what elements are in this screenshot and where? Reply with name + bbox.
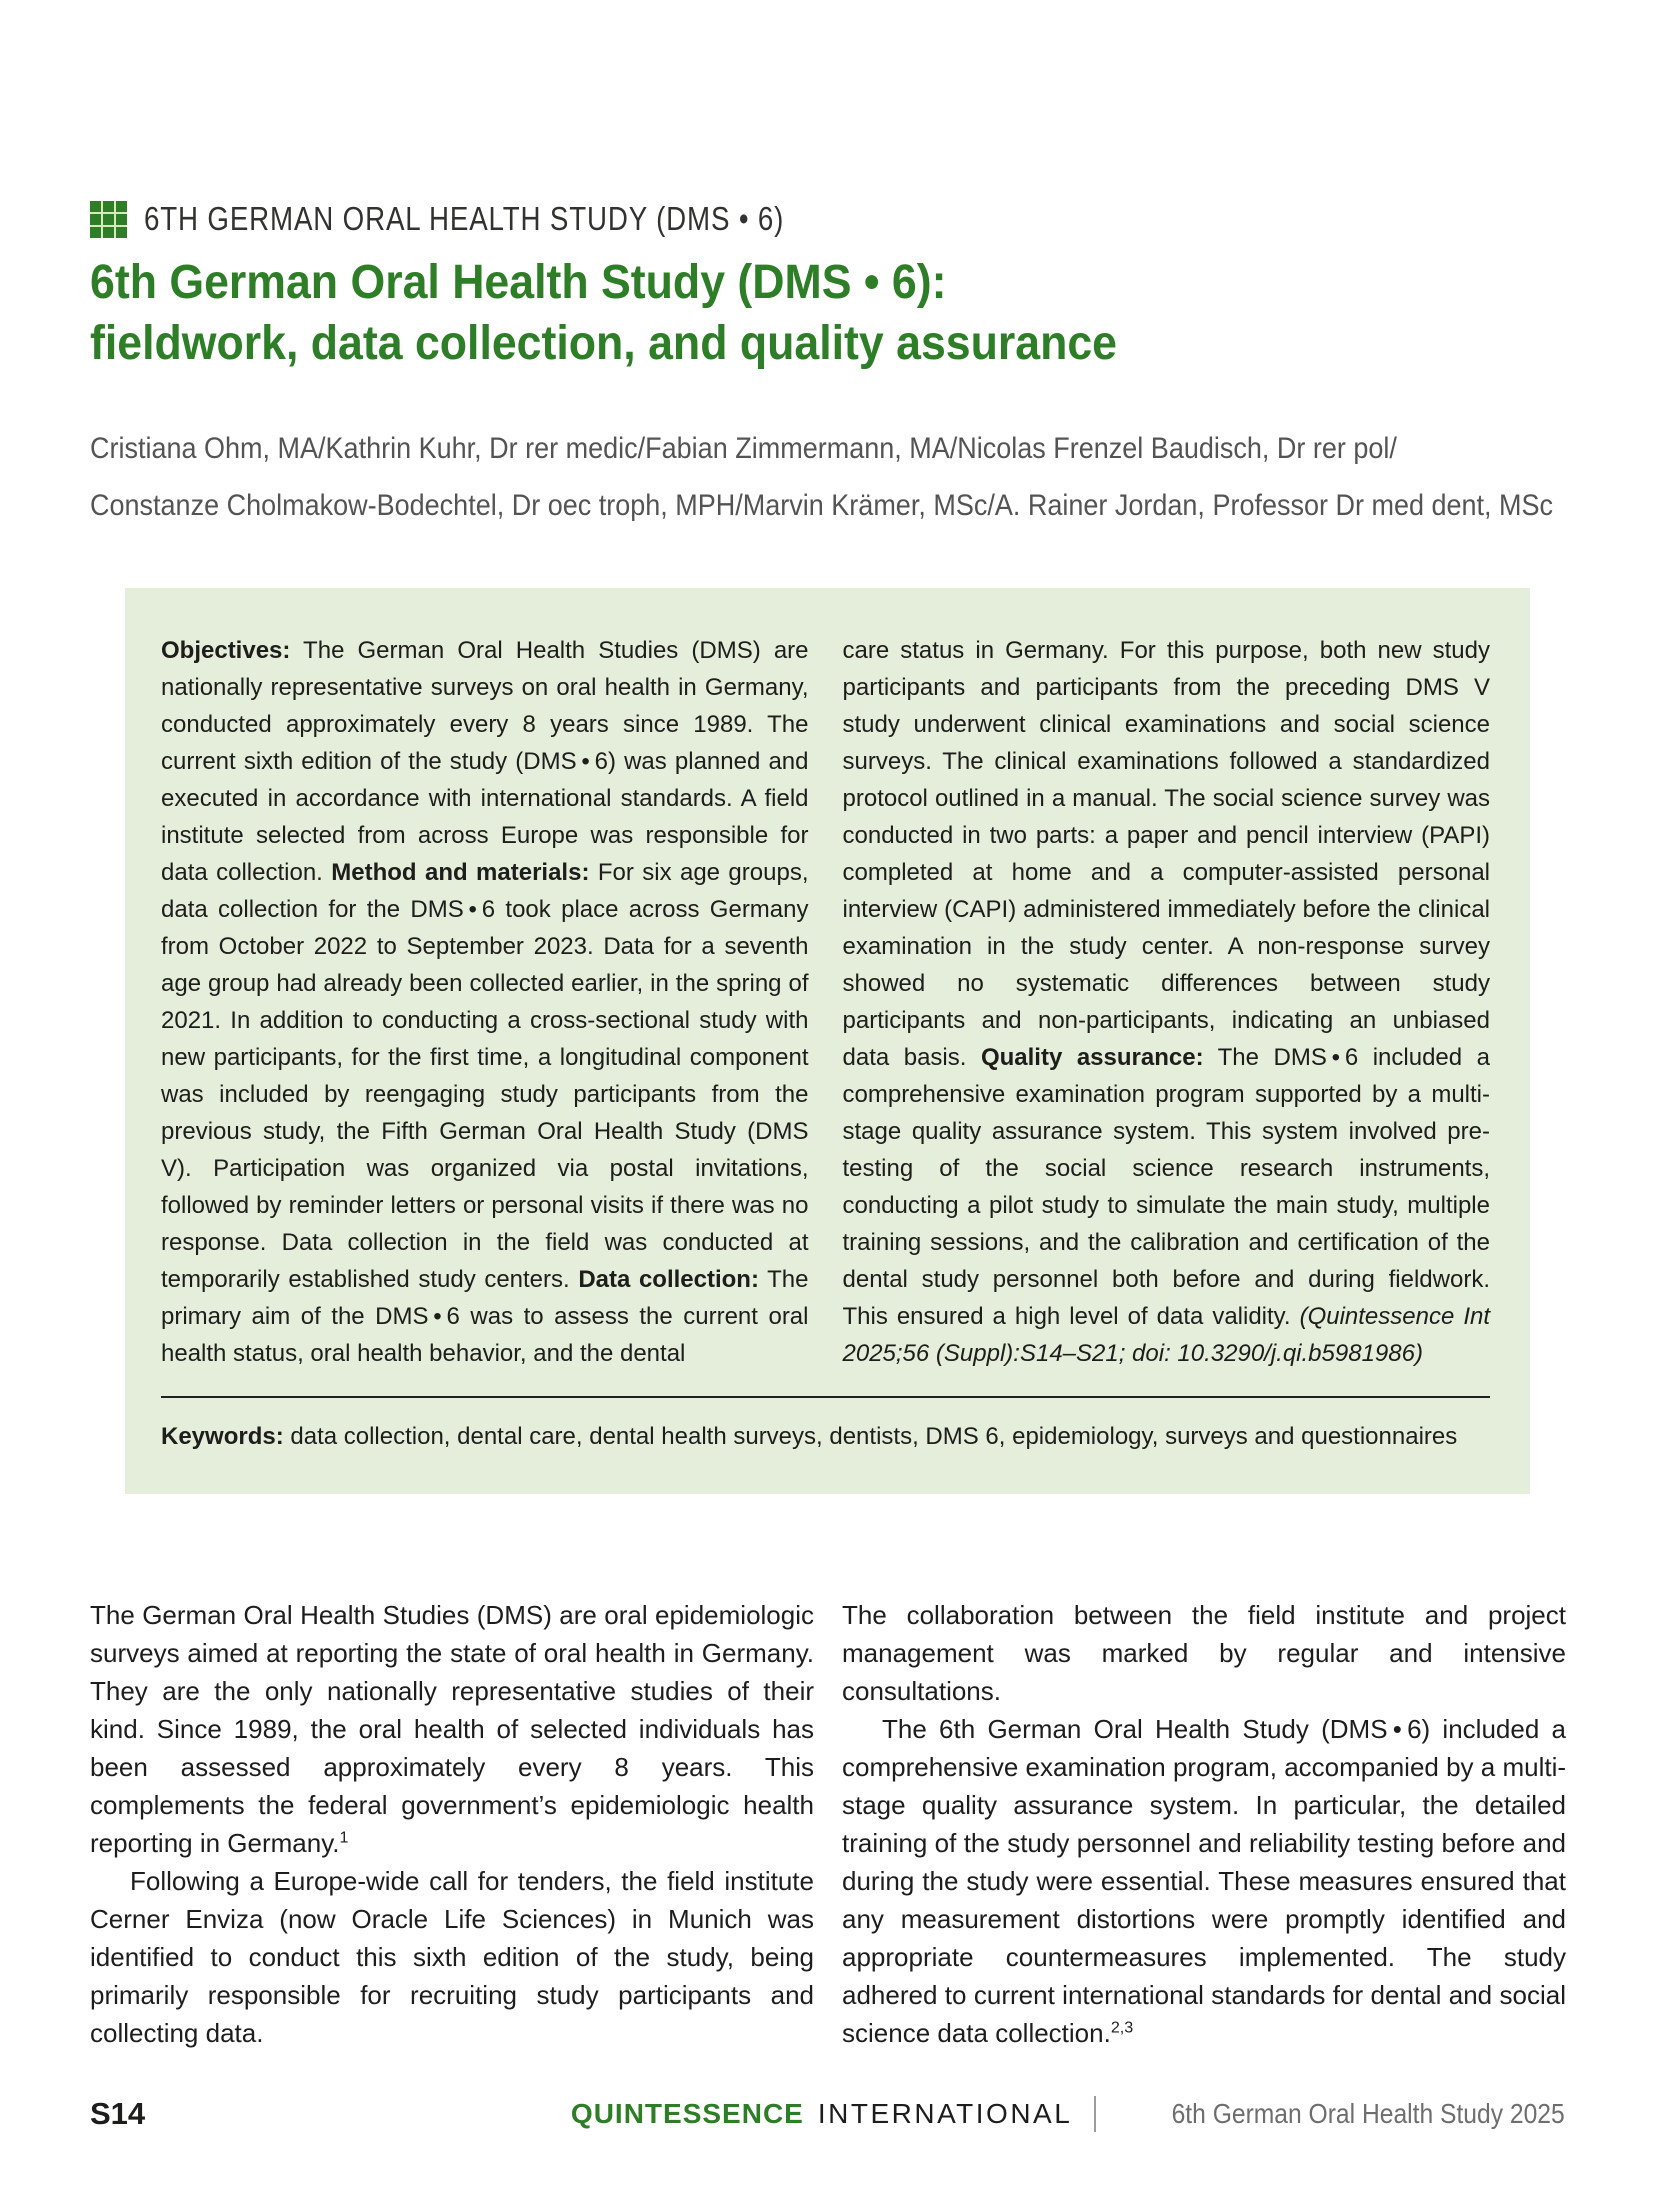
author-line-1: Cristiana Ohm, MA/Kathrin Kuhr, Dr rer medic/Fabian Zimmermann, MA/Nicolas Frenzel Baudisch, Dr rer pol/: [90, 432, 1397, 465]
body-column-right: [842, 1596, 1566, 2052]
section-header: [90, 200, 906, 238]
journal-footer-line: [571, 2096, 1565, 2132]
body-paragraph: The 6th German Oral Health Study (DMS • 6) included a comprehensive examination program, accompanied by a multi-stage quality assurance system. In particular, the detailed training of the study personnel and reliability testing before and during the study were essential. These measures ensured that any measurement distortions were promptly identified and appropriate countermeasures implemented. The study adhered to current international standards for dental and social science data collection.$^{2,3}$: [842, 1714, 1567, 2048]
page-number: S14: [90, 2096, 146, 2131]
article-title: [90, 252, 1117, 374]
article-title-line-1: 6th German Oral Health Study (DMS • 6):: [90, 256, 947, 309]
journal-name-international: INTERNATIONAL: [817, 2098, 1073, 2129]
journal-name-quintessence: QUINTESSENCE: [570, 2098, 804, 2129]
abstract-column-right: care status in Germany. For this purpose, both new study participants and participants from the preceding DMS V study underwent clinical examinations and social science surveys. The clinical examinations followed a standardized protocol outlined in a manual. The social science survey was conducted in two parts: a paper and pencil interview (PAPI) completed at home and a computer-assisted personal interview (CAPI) administered immediately before the clinical examination in the study center. A non-response survey showed no systematic differences between study participants and non-participants, indicating an unbiased data basis. Quality assurance: The DMS • 6 included a comprehensive examination program supported by a multi-stage quality assurance system. This system involved pre-testing of the social science research instruments, conducting a pilot study to simulate the main study, multiple training sessions, and the calibration and certification of the dental study personnel both before and during fieldwork. This ensured a high level of data validity. (Quintessence Int 2025;56 (Suppl):S14–S21; doi: 10.3290/j.qi.b5981986): [842, 637, 1491, 1367]
body-paragraph: The German Oral Health Studies (DMS) are oral epidemiologic surveys aimed at reporting the state of oral health in Germany. They are the only nationally representative studies of their kind. Since 1989, the oral health of selected individuals has been assessed approximately every 8 years. This complements the federal government’s epidemiologic health reporting in Germany.$^1$: [90, 1600, 814, 1858]
body-paragraph: Following a Europe-wide call for tenders, the field institute Cerner Enviza (now Oracle Life Sciences) in Munich was identified to conduct this sixth edition of the study, being primarily responsible for recruiting study participants and collecting data.: [90, 1866, 814, 2048]
abstract-column-left: Objectives: The German Oral Health Studies (DMS) are nationally representative surveys on oral health in Germany, conducted approximately every 8 years since 1989. The current sixth edition of the study (DMS • 6) was planned and executed in accordance with international standards. A field institute selected from across Europe was responsible for data collection. Method and materials: For six age groups, data collection for the DMS • 6 took place across Germany from October 2022 to September 2023. Data for a seventh age group had already been collected earlier, in the spring of 2021. In addition to conducting a cross-sectional study with new participants, for the first time, a longitudinal component was included by reengaging study participants from the previous study, the Fifth German Oral Health Study (DMS V). Participation was organized via postal invitations, followed by reminder letters or personal visits if there was no response. Data collection in the field was conducted at temporarily established study centers. Data collection: The primary aim of the DMS • 6 was to assess the current oral health status, oral health behavior, and the dental: [161, 637, 809, 1367]
body-paragraph: The collaboration between the field institute and project management was marked by regular and intensive consultations.: [842, 1600, 1566, 1706]
keywords-line: Keywords: data collection, dental care, dental health surveys, dentists, DMS 6, epidemiology, surveys and questionnaires: [161, 1423, 1458, 1450]
page-footer: [90, 2096, 1565, 2132]
article-title-line-2: fieldwork, data collection, and quality assurance: [90, 317, 1118, 370]
section-eyebrow: 6TH GERMAN ORAL HEALTH STUDY (DMS • 6): [144, 200, 785, 237]
footer-divider: [1094, 2096, 1096, 2132]
author-line-2: Constanze Cholmakow-Bodechtel, Dr oec troph, MPH/Marvin Krämer, MSc/A. Rainer Jordan, Professor Dr med dent, MSc: [90, 489, 1554, 522]
abstract-box: [125, 588, 1530, 1494]
body-column-left: [90, 1596, 814, 2052]
author-byline: [90, 420, 1553, 534]
grid-icon: [90, 201, 127, 238]
article-body: [90, 1596, 1566, 2052]
abstract-columns: [161, 632, 1490, 1372]
footer-issue-label: 6th German Oral Health Study 2025: [1171, 2098, 1565, 2129]
keywords-divider: [161, 1396, 1490, 1398]
